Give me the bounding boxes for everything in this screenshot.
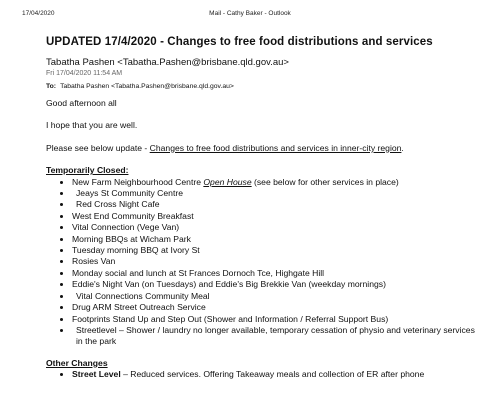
email-message bbox=[46, 36, 480, 381]
list-item: • Footprints Stand Up and Step Out (Shower and Information / Referral Support Bus) bbox=[72, 314, 480, 325]
email-subject: UPDATED 17/4/2020 - Changes to free food distributions and services bbox=[46, 36, 433, 48]
temp-closed-title: Temporarily Closed: bbox=[46, 165, 129, 176]
open-house-text: Open House bbox=[203, 176, 252, 187]
email-sender[interactable]: Tabatha Pashen <Tabatha.Pashen@brisbane.qld.gov.au> bbox=[46, 57, 289, 68]
list-item bbox=[72, 369, 480, 380]
list-item: • Rosies Van bbox=[72, 256, 480, 267]
email-sent-time: Fri 17/04/2020 11:54 AM bbox=[46, 70, 123, 77]
to-label: To: bbox=[46, 83, 57, 90]
email-recipients bbox=[46, 83, 480, 90]
list-item: • Streetlevel – Shower / laundry no longer available, temporary cessation of physio and veterinary services in the park bbox=[72, 325, 480, 348]
print-window-title: Mail - Cathy Baker - Outlook bbox=[209, 10, 291, 17]
item-suffix: (see below for other services in place) bbox=[251, 176, 399, 187]
list-item bbox=[72, 177, 480, 188]
email-recipient[interactable]: Tabatha Pashen <Tabatha.Pashen@brisbane.qld.gov.au> bbox=[60, 83, 234, 90]
list-item: • Drug ARM Street Outreach Service bbox=[72, 302, 480, 313]
email-body bbox=[46, 98, 480, 381]
street-level-text: – Reduced services. Offering Takeaway meals and collection of ER after phone bbox=[120, 369, 425, 380]
body-line: I hope that you are well. bbox=[46, 120, 138, 131]
print-date: 17/04/2020 bbox=[22, 10, 55, 17]
list-item: • West End Community Breakfast bbox=[72, 211, 480, 222]
print-header bbox=[22, 10, 478, 20]
list-item: • Eddie's Night Van (on Tuesdays) and Eddie's Big Brekkie Van (weekday mornings) bbox=[72, 279, 480, 290]
list-item: • Vital Connections Community Meal bbox=[72, 291, 480, 302]
list-item: • Jeays St Community Centre bbox=[72, 188, 480, 199]
list-item: • Vital Connection (Vege Van) bbox=[72, 222, 480, 233]
other-changes-title: Other Changes bbox=[46, 357, 108, 368]
street-level-label: Street Level bbox=[72, 369, 121, 380]
update-suffix: . bbox=[401, 142, 404, 153]
update-link[interactable]: Changes to free food distributions and services in inner-city region bbox=[149, 142, 402, 153]
item-prefix: New Farm Neighbourhood Centre bbox=[72, 176, 204, 187]
list-item: • Red Cross Night Cafe bbox=[72, 199, 480, 210]
greeting: Good afternoon all bbox=[46, 98, 117, 108]
other-changes-list bbox=[46, 369, 480, 380]
update-paragraph bbox=[46, 143, 480, 154]
list-item: • Morning BBQs at Wicham Park bbox=[72, 234, 480, 245]
list-item: • Tuesday morning BBQ at Ivory St bbox=[72, 245, 480, 256]
list-item: • Monday social and lunch at St Frances Dornoch Tce, Highgate Hill bbox=[72, 268, 480, 279]
update-prefix: Please see below update - bbox=[46, 142, 150, 153]
temp-closed-list bbox=[46, 177, 480, 348]
